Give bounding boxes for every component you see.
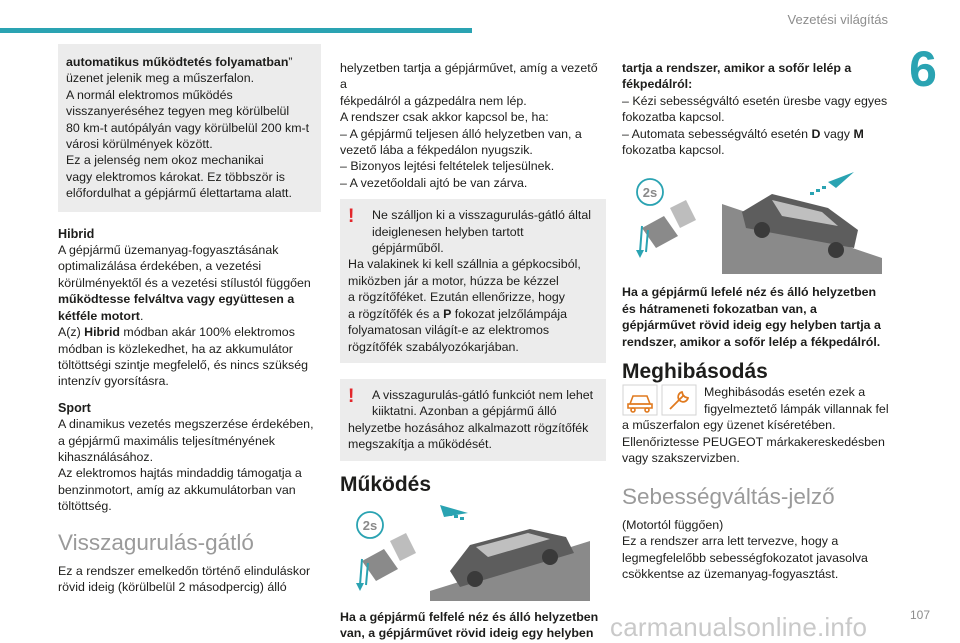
caption-line: és hátrameneti fokozatban van, a [622, 301, 817, 316]
warning-exclamation-icon: ! [348, 206, 355, 228]
box-line: üzenet jelenik meg a műszerfalon. [66, 71, 255, 86]
text-line: módban is közlekedhet, ha az akkumulátor [58, 341, 293, 356]
text-line: – Bizonyos lejtési feltételek teljesülnek. [340, 159, 555, 174]
hybrid-title: Hibrid [58, 226, 95, 241]
gear-indicator-title: Sebességváltás-jelző [622, 483, 835, 509]
text-line: A rendszer csak akkor kapcsol be, ha: [340, 110, 549, 125]
car-uphill-icon [340, 501, 606, 601]
text-line: vagy szakszervizben. [622, 451, 740, 466]
bold-run: P [443, 306, 452, 321]
brake-pedal-icon [356, 533, 416, 591]
text-run: – Automata sebességváltó esetén [622, 126, 812, 141]
text-line: töltöttségi szintje megfelelő, és nincs szükség [58, 357, 309, 372]
icon-frame [623, 385, 657, 415]
box-line: Ez a jelenség nem okoz mechanikai [66, 153, 264, 168]
watermark: carmanualsonline.info [610, 612, 868, 642]
column-2 [340, 60, 606, 642]
text-run: a rögzítőfék és a [348, 306, 444, 321]
warn-line: helyzetbe hozásához alkalmazott rögzítőfék [348, 420, 589, 435]
warn-line: A visszagurulás-gátló funkciót nem lehet [372, 387, 594, 402]
car-uphill [430, 529, 590, 601]
text-line: Ez a rendszer emelkedőn történő elinduláskor [58, 563, 311, 578]
caption [340, 609, 606, 642]
box-line: vagy elektromos károkat. Ez többször is [66, 169, 285, 184]
box-quote: ” [288, 55, 293, 69]
warn-line: rögzítőfék szabályozókarjában. [348, 339, 519, 354]
warning-box [340, 199, 606, 363]
text-line: Meghibásodás esetén ezek a [704, 385, 866, 400]
motion-arrow [810, 172, 854, 195]
column-3 [622, 60, 890, 583]
text-line: intenzív gyorsításra. [58, 374, 169, 389]
text-line: legmegfelelőbb sebességfokozatot javasolva [622, 550, 868, 565]
gear-indicator-section [622, 483, 890, 583]
box-line: 80 km-t autópályán vagy körülbelül 200 km-t [66, 120, 310, 135]
bold-run: M [853, 126, 864, 141]
caption [622, 284, 890, 350]
text-line: fokozatba kapcsol. [622, 110, 725, 125]
text-run: A(z) [58, 325, 85, 340]
text-line: vezető lába a fékpedálon nyugszik. [340, 143, 533, 158]
section-title: Vezetési világítás [787, 12, 888, 27]
box-line: előfordulhat a gépjármű élettartama alatt. [66, 186, 292, 201]
bold-line: tartja a rendszer, amikor a sofőr lelép a [622, 61, 852, 75]
warn-line: Ha valakinek ki kell szállnia a gépkocsiból, [348, 257, 581, 272]
operation-title: Működés [340, 472, 432, 496]
box-line: visszanyeréséhez tegyen meg körülbelül [66, 104, 290, 119]
fault-icons [622, 384, 700, 416]
caption-line: Ha a gépjármű lefelé néz és álló helyzetben [622, 285, 877, 300]
box-bold-text: automatikus működtetés folyamatban [66, 55, 289, 69]
hill-start-section [58, 529, 321, 596]
timer-badge: 2s [642, 185, 658, 201]
warning-exclamation-icon: ! [348, 385, 355, 407]
text-line: – Kézi sebességváltó esetén üresbe vagy egyes [622, 93, 888, 108]
timer-badge: 2s [362, 517, 378, 533]
sport-title: Sport [58, 400, 91, 415]
text-line: Ez a rendszer arra lett tervezve, hogy a [622, 534, 839, 549]
warn-line: folyamatosan világít-e az elektromos [348, 323, 550, 338]
bold-line: működtesse felváltva vagy együttesen a [58, 292, 295, 307]
bold-run: Hibrid [84, 325, 120, 340]
box-line: városi körülmények között. [66, 137, 213, 152]
fault-title: Meghibásodás [622, 360, 768, 384]
text-line: (Motortól függően) [622, 517, 724, 532]
header-accent-bar [0, 28, 472, 33]
text-line: Az elektromos hajtás mindaddig támogatja a [58, 466, 302, 481]
page-number: 107 [909, 608, 930, 622]
text-line: a gépjármű maximális teljesítményének [58, 433, 275, 448]
bold-run: D [811, 126, 821, 141]
text-line: benzinmotort, amíg az akkumulátorban van [58, 482, 296, 497]
caption-line: gépjárművet rövid ideig egy helyben tartja a [622, 318, 881, 333]
caption-line: rendszer, amikor a sofőr lelép a fékpedálról. [622, 334, 881, 349]
text-line: optimalizálása érdekében, a vezetési [58, 259, 262, 274]
column-1 [58, 44, 321, 596]
text-run: vagy [820, 126, 854, 141]
text-line: A dinamikus vezetés megszerzése érdekében, [58, 417, 314, 432]
motion-arrow [440, 505, 468, 520]
text-line: helyzetben tartja a gépjárművet, amíg a vezető a [340, 61, 598, 92]
warn-line: kiiktatni. Azonban a gépjármű álló [372, 404, 557, 419]
brake-pedal-icon [636, 200, 696, 258]
text-line: töltöttség. [58, 499, 112, 514]
warn-line: Ne szálljon ki a visszagurulás-gátló által [372, 208, 592, 223]
bold-line: fékpedálról: [622, 77, 693, 92]
warn-line: ideiglenesen helyben tartott gépjárműből. [372, 224, 524, 256]
caption-line: Ha a gépjármű felfelé néz és álló helyzetben [340, 609, 599, 624]
car-downhill [722, 194, 882, 274]
text-line: kihasználásához. [58, 449, 154, 464]
info-box [58, 44, 321, 212]
car-downhill-icon [622, 168, 890, 274]
text-line: – A gépjármű teljesen álló helyzetben van, a [340, 126, 582, 141]
text-line: – A vezetőoldali ajtó be van zárva. [340, 175, 528, 190]
caption-line: van, a gépjárművet rövid ideig egy helyben [340, 626, 594, 641]
text-line: a műszerfalon egy üzenet kíséretében. [622, 418, 836, 433]
text-line: rövid ideig (körülbelül 2 másodpercig) álló [58, 580, 287, 595]
hill-start-title: Visszagurulás-gátló [58, 529, 254, 555]
period: . [139, 308, 144, 323]
warn-line: miközben jár a motor, húzza be kézzel [348, 273, 559, 288]
text-run: módban akár 100% elektromos [119, 325, 295, 340]
chapter-number: 6 [909, 41, 937, 97]
box-line: A normál elektromos működés [66, 87, 233, 102]
text-run: fokozat jelzőlámpája [451, 306, 568, 321]
warn-line: a rögzítőféket. Ezután ellenőrizze, hogy [348, 290, 565, 305]
car-fault-icon [628, 396, 652, 412]
warning-box [340, 379, 606, 461]
text-line: csökkentse az üzemanyag-fogyasztást. [622, 567, 839, 582]
text-line: fokozatba kapcsol. [622, 143, 725, 158]
text-line: Ellenőriztesse PEUGEOT márkakereskedésben [622, 434, 885, 449]
bold-line: kétféle motort [58, 308, 140, 323]
text-line: körülményektől és a vezetési stílustól függően [58, 275, 311, 290]
wrench-icon [670, 392, 688, 409]
fault-section [622, 360, 890, 466]
text-line: figyelmeztető lámpák villannak fel [704, 401, 889, 416]
warn-line: megszakítja a működését. [348, 437, 492, 452]
sport-section [58, 400, 321, 515]
hybrid-section [58, 226, 321, 390]
text-line: A gépjármű üzemanyag-fogyasztásának [58, 243, 279, 258]
text-line: fékpedálról a gázpedálra nem lép. [340, 93, 527, 108]
